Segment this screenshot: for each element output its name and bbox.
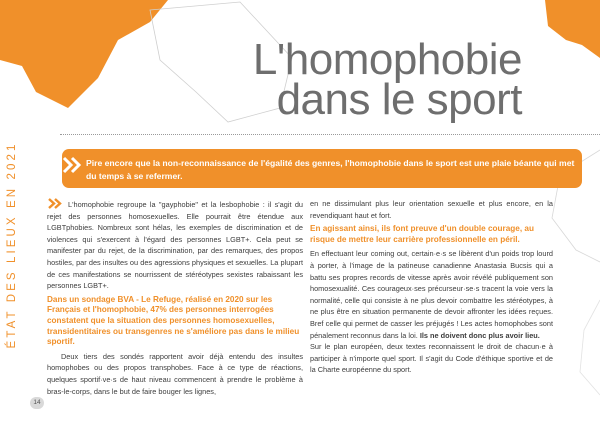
paragraph bbox=[310, 248, 553, 341]
orange-shape-top-left bbox=[0, 0, 168, 108]
dotted-divider bbox=[60, 134, 600, 135]
intro-banner bbox=[62, 149, 582, 188]
text-column-left bbox=[47, 198, 303, 397]
paragraph-text: En effectuant leur coming out, certain·e·s se libèrent d'un poids trop lourd à porter, à l'image de la patineuse canadienne Anastasia Bucsis qui a battu ses propres records de vitesse après avoir révélé publiquement son homosexualité. Ces courageux·ses précurseur·se·s tracent la voie vers la normalité, celle qui consiste à ne plus devoir combattre les stéréotypes, à ne plus être en situation permanente de devoir affronter les idées reçues. Bref celle qui permet de casser les préjugés ! Les actes homophobes sont pénalement reconnus dans la loi. bbox=[310, 249, 553, 340]
section-side-label-text: ÉTAT DES LIEUX EN 2021 bbox=[6, 141, 18, 349]
page-number: 14 bbox=[30, 397, 44, 409]
paragraph bbox=[47, 198, 303, 292]
paragraph: Sur le plan européen, deux textes reconnaissent le droit de chacun·e à participer à n'importe quel sport. Il s'agit du Code d'éthique sportive et de la Charte européenne du sport. bbox=[310, 342, 553, 375]
emphasis-text: Ils ne doivent donc plus avoir lieu. bbox=[419, 330, 540, 340]
page-title-line-2: dans le sport bbox=[276, 75, 522, 124]
page-title bbox=[252, 35, 522, 124]
intro-banner-text: Pire encore que la non-reconnaissance de l'égalité des genres, l'homophobie dans le sport est une plaie béante qui met du temps à se refermer. bbox=[86, 158, 575, 181]
page-title-line-1: L'homophobie bbox=[252, 35, 522, 84]
paragraph: Deux tiers des sondés rapportent avoir déjà entendu des insultes homophobes ou des propos transphobes. Face à ce type de réactions, quelques sportif·ve·s de haut niveau commencent à prendre le problème à bras-le-corps, dans le but de faire bouger les lignes, bbox=[47, 351, 303, 396]
paragraph: en ne dissimulant plus leur orientation sexuelle et plus encore, en la revendiquant haut et fort. bbox=[310, 199, 553, 220]
paragraph-text: L'homophobie regroupe la "gayphobie" et la lesbophobie : il s'agit du rejet des personnes homosexuelles. Elle pourrait être étendue aux LGBTphobies. Nombreux sont hélas, les exemples de discrimination et de violences qui s'exercent à l'égard des personnes LGBT+. Cela peut se manifester par du rejet, de la discrimination, par des remarques, des propos hostiles, par des insultes ou des agressions physiques et sexuelles. La plupart de ces manifestations se nourrissent de stéréotypes sexistes rabaissant les personnes LGBT+. bbox=[47, 200, 303, 291]
text-column-right bbox=[310, 198, 553, 376]
highlight-quote: Dans un sondage BVA - Le Refuge, réalisé en 2020 sur les Français et l'homophobie, 47% des personnes interrogées constatent que la situation des personnes homosexuelles, transidentitaires ou transgenres ne s'améliore pas dans le milieu sportif. bbox=[47, 294, 300, 347]
orange-shape-top-right bbox=[545, 0, 600, 58]
double-chevron-icon bbox=[47, 198, 65, 209]
section-side-label bbox=[5, 95, 19, 395]
highlight-quote: En agissant ainsi, ils font preuve d'un double courage, au risque de mettre leur carrière professionnelle en péril. bbox=[310, 224, 534, 244]
outline-shape-bottom-right bbox=[580, 300, 600, 395]
